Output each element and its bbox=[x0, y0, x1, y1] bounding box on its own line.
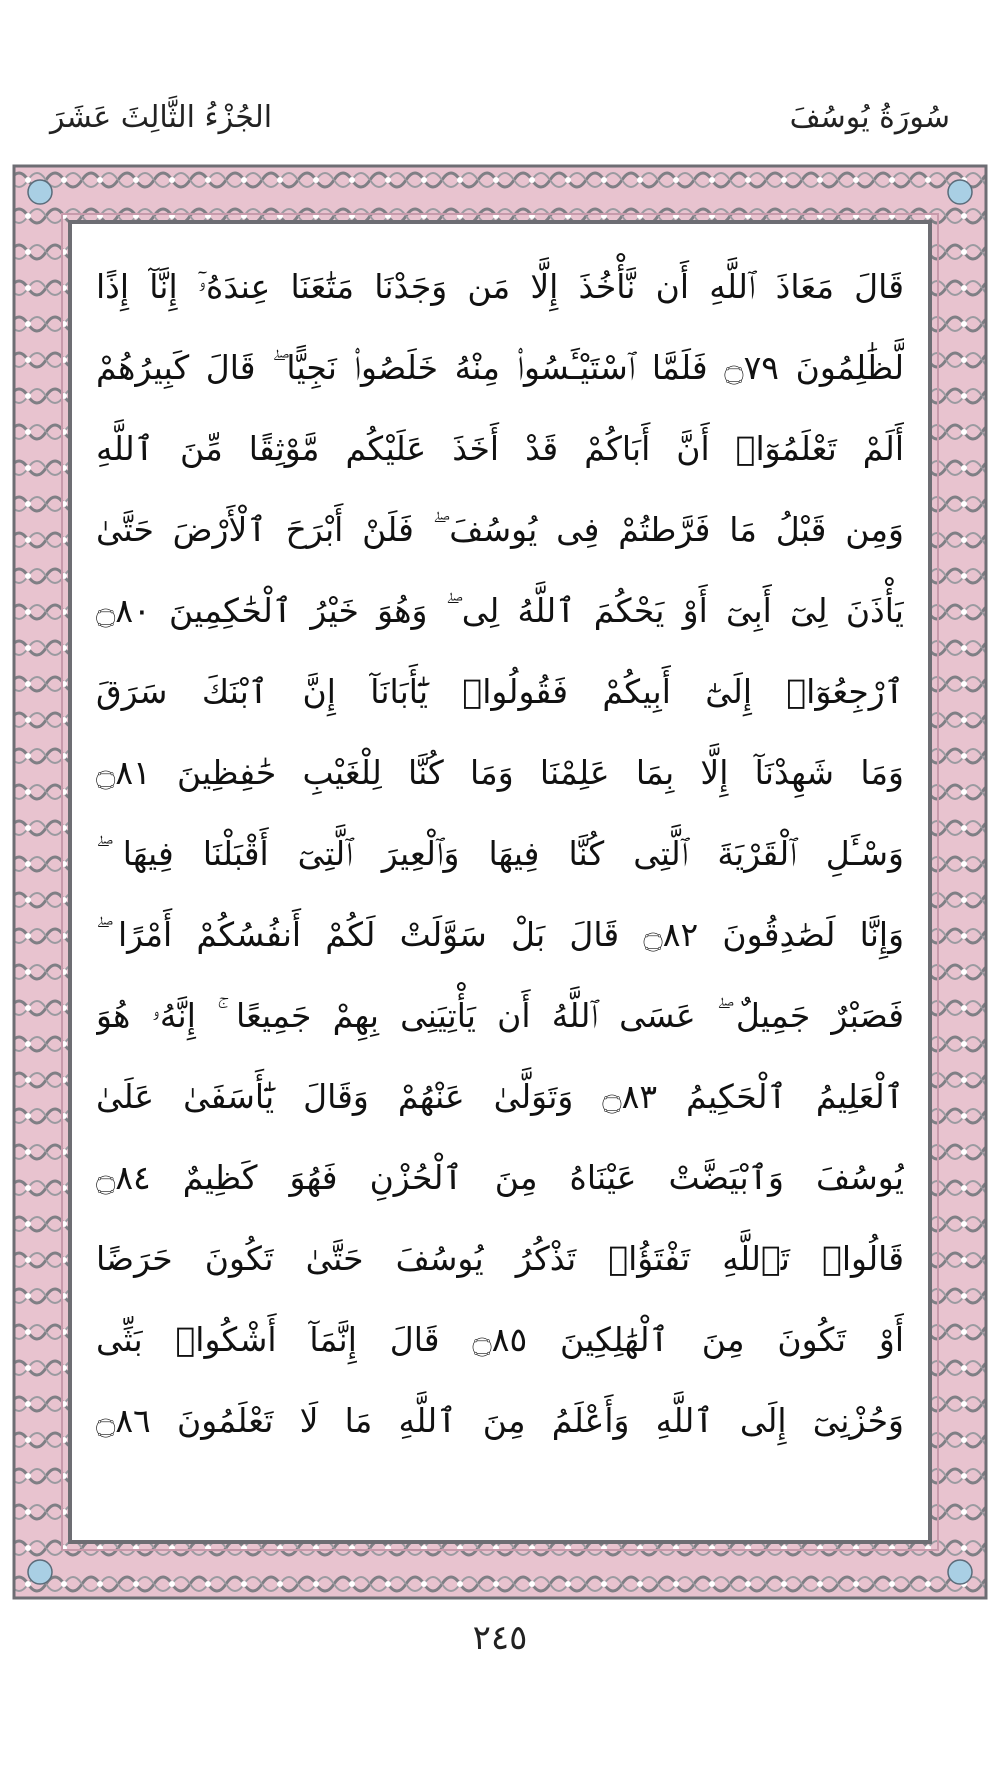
text-line: ٱرْجِعُوٓا۟ إِلَىٰٓ أَبِيكُمْ فَقُولُوا۟ يَٰٓأَبَانَآ إِنَّ ٱبْنَكَ سَرَقَ bbox=[96, 672, 904, 711]
text-line: وَمِن قَبْلُ مَا فَرَّطتُمْ فِى يُوسُفَ ۖ فَلَنْ أَبْرَحَ ٱلْأَرْضَ حَتَّىٰ bbox=[96, 510, 904, 549]
text-line: أَوْ تَكُونَ مِنَ ٱلْهَٰلِكِينَ ۝٨٥ قَالَ إِنَّمَآ أَشْكُوا۟ بَثِّى bbox=[96, 1320, 904, 1359]
text-line: وَسْـَٔلِ ٱلْقَرْيَةَ ٱلَّتِى كُنَّا فِيهَا وَٱلْعِيرَ ٱلَّتِىٓ أَقْبَلْنَا فِيهَا ۖ bbox=[96, 834, 904, 873]
text-line: ٱلْعَلِيمُ ٱلْحَكِيمُ ۝٨٣ وَتَوَلَّىٰ عَنْهُمْ وَقَالَ يَٰٓأَسَفَىٰ عَلَىٰ bbox=[96, 1077, 904, 1116]
surah-name: سُورَةُ يُوسُفَ bbox=[789, 99, 950, 135]
text-line: يُوسُفَ وَٱبْيَضَّتْ عَيْنَاهُ مِنَ ٱلْحُزْنِ فَهُوَ كَظِيمٌ ۝٨٤ bbox=[96, 1158, 904, 1197]
text-line: وَإِنَّا لَصَٰدِقُونَ ۝٨٢ قَالَ بَلْ سَوَّلَتْ لَكُمْ أَنفُسُكُمْ أَمْرًا ۖ bbox=[96, 915, 904, 954]
quran-text-block bbox=[76, 230, 924, 1540]
text-line: فَصَبْرٌ جَمِيلٌ ۖ عَسَى ٱللَّهُ أَن يَأْتِيَنِى بِهِمْ جَمِيعًا ۚ إِنَّهُۥ هُوَ bbox=[96, 996, 904, 1035]
text-line: وَمَا شَهِدْنَآ إِلَّا بِمَا عَلِمْنَا وَمَا كُنَّا لِلْغَيْبِ حَٰفِظِينَ ۝٨١ bbox=[96, 753, 904, 792]
text-line: وَحُزْنِىٓ إِلَى ٱللَّهِ وَأَعْلَمُ مِنَ ٱللَّهِ مَا لَا تَعْلَمُونَ ۝٨٦ bbox=[96, 1401, 904, 1440]
juz-name: الجُزْءُ الثَّالِثَ عَشَرَ bbox=[50, 99, 273, 135]
text-line: يَأْذَنَ لِىٓ أَبِىٓ أَوْ يَحْكُمَ ٱللَّهُ لِى ۖ وَهُوَ خَيْرُ ٱلْحَٰكِمِينَ ۝٨٠ bbox=[96, 591, 904, 630]
text-line: قَالُوا۟ تَٱللَّهِ تَفْتَؤُا۟ تَذْكُرُ يُوسُفَ حَتَّىٰ تَكُونَ حَرَضًا bbox=[96, 1239, 904, 1278]
page-number: ٢٤٥ bbox=[472, 1618, 528, 1658]
text-line: لَّظَٰلِمُونَ ۝٧٩ فَلَمَّا ٱسْتَيْـَٔسُوا۟ مِنْهُ خَلَصُوا۟ نَجِيًّا ۖ قَالَ كَبِيرُهُمْ bbox=[96, 348, 904, 387]
text-line: قَالَ مَعَاذَ ٱللَّهِ أَن نَّأْخُذَ إِلَّا مَن وَجَدْنَا مَتَٰعَنَا عِندَهُۥٓ إِنَّآ إِذًا bbox=[96, 267, 904, 306]
page-header bbox=[50, 92, 950, 142]
text-line: أَلَمْ تَعْلَمُوٓا۟ أَنَّ أَبَاكُمْ قَدْ أَخَذَ عَلَيْكُم مَّوْثِقًا مِّنَ ٱللَّهِ bbox=[96, 429, 904, 468]
